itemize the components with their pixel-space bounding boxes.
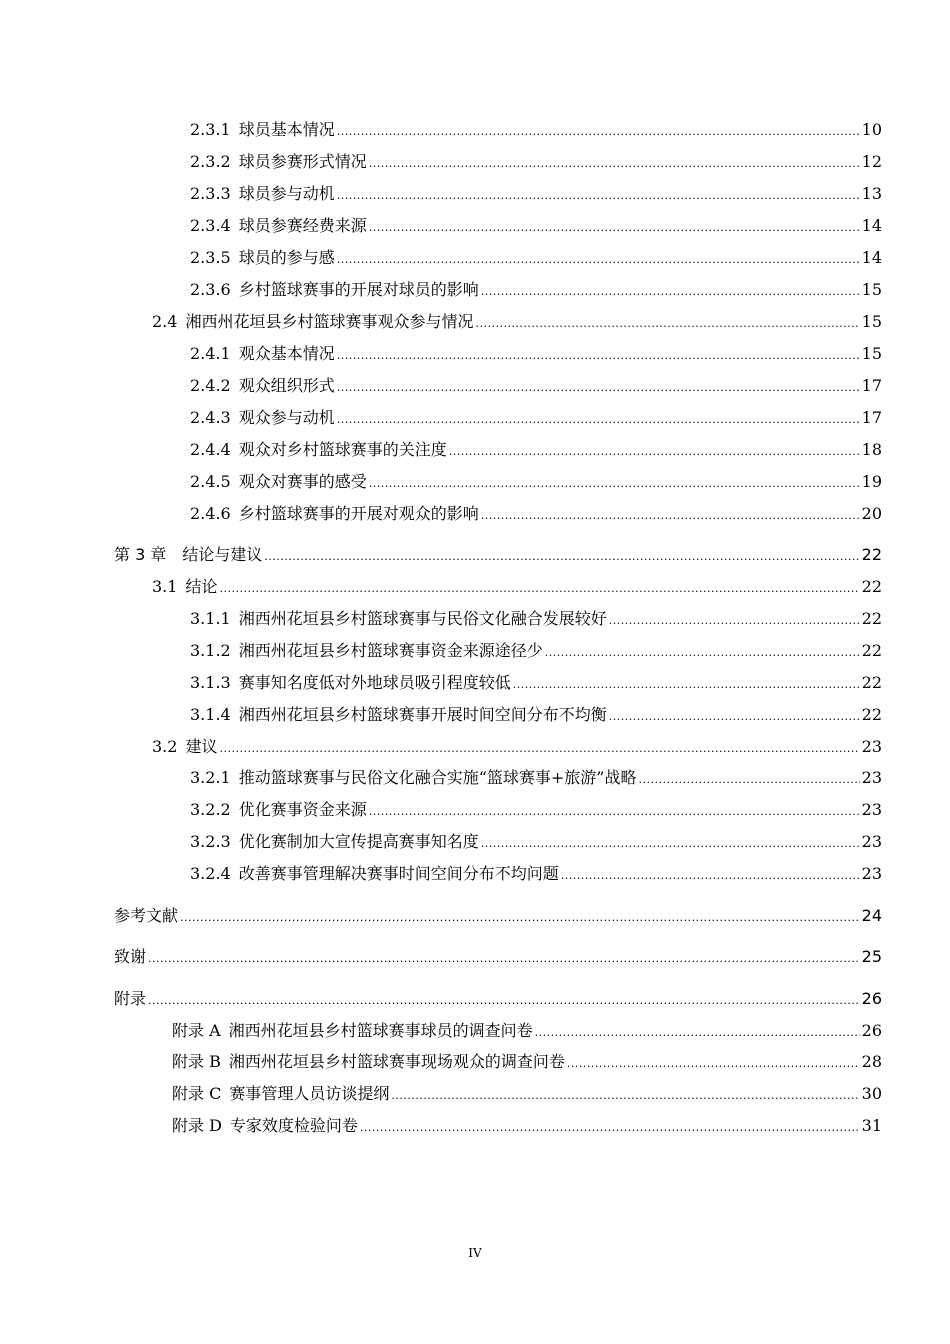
- toc-leader: [391, 1082, 859, 1106]
- toc-leader: [219, 735, 859, 759]
- toc-title: 球员基本情况: [238, 120, 335, 139]
- toc-entry-2-4[interactable]: [152, 310, 882, 334]
- toc-number: 2.3.1: [190, 120, 231, 139]
- toc-title: 观众对乡村篮球赛事的关注度: [238, 440, 447, 459]
- toc-entry-acknowledgements[interactable]: [114, 945, 882, 969]
- toc-entry-2-3-4[interactable]: [190, 214, 882, 238]
- toc-page: 17: [861, 408, 882, 427]
- toc-title: 附录: [114, 989, 147, 1008]
- toc-page: 15: [861, 344, 882, 363]
- toc-leader: [481, 502, 860, 526]
- toc-title: 参考文献: [114, 906, 179, 925]
- toc-page: 18: [861, 440, 882, 459]
- toc-page: 23: [861, 864, 882, 883]
- toc-title: 赛事管理人员访谈提纲: [229, 1084, 390, 1103]
- toc-number: 2.3.5: [190, 248, 231, 267]
- toc-page: 22: [861, 673, 882, 692]
- toc-number: 2.4.6: [190, 504, 231, 523]
- toc-leader: [535, 1019, 860, 1043]
- toc-leader: [369, 798, 860, 822]
- toc-leader: [360, 1114, 860, 1138]
- toc-leader: [369, 150, 860, 174]
- toc-entry-references[interactable]: [114, 904, 882, 928]
- toc-number: 附录 B: [172, 1052, 221, 1071]
- toc-entry-2-3-6[interactable]: [190, 278, 882, 302]
- toc-page: 22: [861, 545, 882, 564]
- toc-number: 3.2.2: [190, 800, 231, 819]
- toc-page: 12: [861, 152, 882, 171]
- toc-entry-2-4-4[interactable]: [190, 438, 882, 462]
- toc-title: 球员参赛经费来源: [238, 216, 367, 235]
- toc-title: 湘西州花垣县乡村篮球赛事与民俗文化融合发展较好: [238, 609, 607, 628]
- toc-leader: [545, 639, 860, 663]
- toc-page: 23: [861, 832, 882, 851]
- toc-number: 2.3.2: [190, 152, 231, 171]
- toc-number: 3.2: [152, 737, 178, 756]
- toc-entry-appendix-a[interactable]: [172, 1019, 882, 1043]
- toc-leader: [369, 214, 860, 238]
- toc-leader: [513, 671, 860, 695]
- toc-number: 2.3.4: [190, 216, 231, 235]
- toc-entry-3-1-2[interactable]: [190, 639, 882, 663]
- toc-title: 观众参与动机: [238, 408, 335, 427]
- toc-number: 2.4: [152, 312, 178, 331]
- toc-leader: [609, 703, 860, 727]
- toc-leader: [148, 945, 860, 969]
- toc-page: 26: [861, 989, 882, 1008]
- toc-page: 26: [861, 1021, 882, 1040]
- toc-title: 湘西州花垣县乡村篮球赛事观众参与情况: [185, 312, 474, 331]
- page-number-footer: IV: [468, 1246, 482, 1260]
- toc-page: 31: [861, 1116, 882, 1135]
- toc-leader: [337, 246, 860, 270]
- toc-page: 19: [861, 472, 882, 491]
- toc-title: 湘西州花垣县乡村篮球赛事开展时间空间分布不均衡: [238, 705, 607, 724]
- toc-page: 22: [861, 641, 882, 660]
- toc-entry-3-1[interactable]: [152, 575, 882, 599]
- toc-entry-3-2-4[interactable]: [190, 862, 882, 886]
- toc-title: 赛事知名度低对外地球员吸引程度较低: [238, 673, 511, 692]
- toc-leader: [337, 182, 860, 206]
- toc-page: 25: [861, 947, 882, 966]
- toc-number: 3.1: [152, 577, 178, 596]
- toc-number: 2.4.3: [190, 408, 231, 427]
- toc-entry-chapter-3[interactable]: [114, 543, 882, 567]
- toc-leader: [481, 278, 860, 302]
- toc-number: 2.3.6: [190, 280, 231, 299]
- toc-page: 22: [861, 577, 882, 596]
- toc-title: 改善赛事管理解决赛事时间空间分布不均问题: [238, 864, 559, 883]
- toc-entry-2-4-5[interactable]: [190, 470, 882, 494]
- toc-title: 观众组织形式: [238, 376, 335, 395]
- toc-leader: [567, 1050, 860, 1074]
- toc-page: 10: [861, 120, 882, 139]
- toc-page: 13: [861, 184, 882, 203]
- toc-number: 第 3 章: [114, 545, 167, 564]
- toc-entry-appendix-b[interactable]: [172, 1050, 882, 1074]
- toc-entry-3-1-1[interactable]: [190, 607, 882, 631]
- toc-page: 23: [861, 768, 882, 787]
- toc-entry-appendix-d[interactable]: [172, 1114, 882, 1138]
- toc-number: 2.4.5: [190, 472, 231, 491]
- toc-number: 2.4.1: [190, 344, 231, 363]
- toc-title: 观众对赛事的感受: [238, 472, 367, 491]
- toc-number: 附录 A: [172, 1021, 221, 1040]
- toc-title: 优化赛制加大宣传提高赛事知名度: [238, 832, 479, 851]
- toc-entry-2-4-3[interactable]: [190, 406, 882, 430]
- toc-entry-2-3-2[interactable]: [190, 150, 882, 174]
- toc-number: 3.2.3: [190, 832, 231, 851]
- toc-title: 湘西州花垣县乡村篮球赛事球员的调查问卷: [228, 1021, 533, 1040]
- toc-title: 球员的参与感: [238, 248, 335, 267]
- toc-title: 优化赛事资金来源: [238, 800, 367, 819]
- toc-title: 致谢: [114, 947, 147, 966]
- toc-title: 湘西州花垣县乡村篮球赛事现场观众的调查问卷: [228, 1052, 565, 1071]
- toc-leader: [264, 543, 859, 567]
- toc-page: 14: [861, 248, 882, 267]
- toc-number: 2.4.2: [190, 376, 231, 395]
- toc-entry-appendix[interactable]: [114, 987, 882, 1011]
- toc-title: 建议: [185, 737, 218, 756]
- toc-page: 23: [861, 800, 882, 819]
- toc-leader: [609, 607, 860, 631]
- toc-entry-2-4-2[interactable]: [190, 374, 882, 398]
- toc-title: 推动篮球赛事与民俗文化融合实施“篮球赛事+旅游”战略: [238, 768, 637, 787]
- toc-title: 观众基本情况: [238, 344, 335, 363]
- toc-leader: [639, 766, 860, 790]
- toc-number: 2.3.3: [190, 184, 231, 203]
- toc-entry-2-3-5[interactable]: [190, 246, 882, 270]
- toc-page: 20: [861, 504, 882, 523]
- toc-leader: [219, 575, 859, 599]
- toc-title: 乡村篮球赛事的开展对观众的影响: [238, 504, 479, 523]
- toc-entry-3-2-3[interactable]: [190, 830, 882, 854]
- toc-leader: [369, 470, 860, 494]
- toc-leader: [337, 374, 860, 398]
- toc-leader: [449, 438, 860, 462]
- toc-entry-2-3-3[interactable]: [190, 182, 882, 206]
- toc-number: 3.1.3: [190, 673, 231, 692]
- toc-entry-3-2-1[interactable]: [190, 766, 882, 790]
- toc-page: 15: [861, 280, 882, 299]
- toc-leader: [337, 118, 860, 142]
- toc-page: 15: [861, 312, 882, 331]
- toc-title: 结论与建议: [182, 545, 263, 564]
- toc-title: 球员参与动机: [238, 184, 335, 203]
- toc-leader: [337, 406, 860, 430]
- toc-leader: [481, 830, 860, 854]
- toc-page: 28: [861, 1052, 882, 1071]
- toc-number: 3.2.4: [190, 864, 231, 883]
- toc-entry-appendix-c[interactable]: [172, 1082, 882, 1106]
- toc-page: 22: [861, 705, 882, 724]
- toc-entry-3-1-3[interactable]: [190, 671, 882, 695]
- toc-entry-3-2-2[interactable]: [190, 798, 882, 822]
- toc-leader: [475, 310, 859, 334]
- toc-number: 附录 D: [172, 1116, 222, 1135]
- toc-page: 17: [861, 376, 882, 395]
- toc-title: 乡村篮球赛事的开展对球员的影响: [238, 280, 479, 299]
- toc-page: 30: [861, 1084, 882, 1103]
- toc-leader: [561, 862, 860, 886]
- toc-title: 湘西州花垣县乡村篮球赛事资金来源途径少: [238, 641, 543, 660]
- toc-page: 14: [861, 216, 882, 235]
- toc-leader: [337, 342, 860, 366]
- toc-leader: [148, 987, 860, 1011]
- toc-number: 3.2.1: [190, 768, 231, 787]
- toc-number: 3.1.2: [190, 641, 231, 660]
- toc-number: 3.1.1: [190, 609, 231, 628]
- toc-title: 结论: [185, 577, 218, 596]
- toc-entry-3-1-4[interactable]: [190, 703, 882, 727]
- toc-number: 附录 C: [172, 1084, 222, 1103]
- toc-number: 3.1.4: [190, 705, 231, 724]
- toc-entry-2-4-6[interactable]: [190, 502, 882, 526]
- toc-entry-2-3-1[interactable]: [190, 118, 882, 142]
- toc-entry-3-2[interactable]: [152, 735, 882, 759]
- toc-title: 专家效度检验问卷: [229, 1116, 358, 1135]
- toc-page: 22: [861, 609, 882, 628]
- toc-leader: [180, 904, 860, 928]
- toc-page: 23: [861, 737, 882, 756]
- toc-page: 24: [861, 906, 882, 925]
- toc-number: 2.4.4: [190, 440, 231, 459]
- toc-entry-2-4-1[interactable]: [190, 342, 882, 366]
- toc-title: 球员参赛形式情况: [238, 152, 367, 171]
